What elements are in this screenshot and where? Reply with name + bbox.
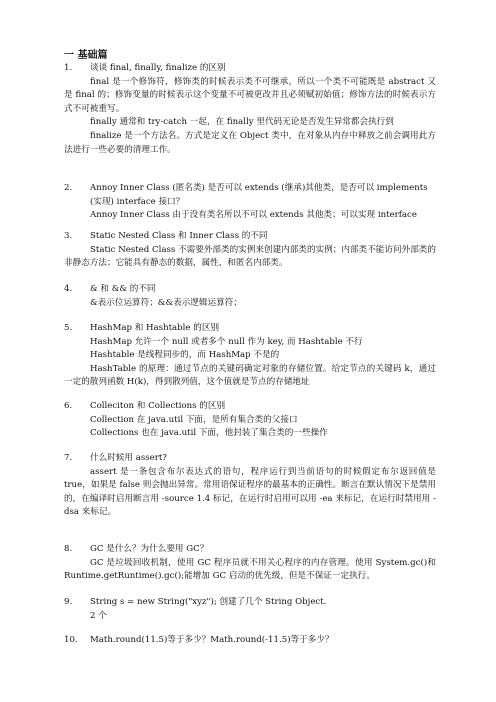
question-number: 4. [64,284,73,294]
answer-paragraph: finally 通常和 try-catch 一起，在 finally 里代码无论是否发生异常都会执行到 [90,117,394,128]
answer-paragraph: assert 是一条包含布尔表达式的语句，程序运行到当前语句的时候假定布尔返回值是 true，如果是 false 则会抛出异常。常用语保证程序的最基本的正确性。断言在默认情况下是禁用的，在编译时启用断言用 -source 1.4 标记，在运行时启用可以用 -ea 来标记，在运行时禁用用 -dsa 来标记。 [64,466,436,518]
question-text: Annoy Inner Class (匿名类) 是否可以 extends (继承)其他类，是否可以 implements (实现) interface 接口？ [90,183,428,207]
question-text: 什么时候用 assert? [90,453,167,463]
qa-item-5 [64,322,436,390]
qa-item-2 [64,182,436,223]
qa-item-1 [64,62,436,157]
answer-paragraph: HashTable 的原理：通过节点的关键码确定对象的存储位置。给定节点的关键码 k，通过一定的散列函数 H(k)，得到散列值，这个值就是节点的存储地址 [64,363,436,388]
question-row [64,283,436,297]
question-text: Math.round(11.5)等于多少？Math.round(-11.5)等于多少？ [90,635,334,645]
answer-paragraph: Annoy Inner Class 由于没有类名所以不可以 extends 其他类；可以实现 interface [90,210,417,221]
answer-paragraph: Collection 在 java.util 下面，是所有集合类的父接口 [90,414,298,425]
answer-paragraph: 2 个 [90,610,107,621]
question-number: 9. [64,597,73,607]
qa-item-8 [64,543,436,584]
question-row [64,543,436,557]
question-text: GC 是什么？为什么要用 GC？ [90,544,209,554]
question-row [64,400,436,414]
question-number: 10. [64,635,78,645]
question-text: HashMap 和 Hashtable 的区别 [90,323,220,333]
question-number: 2. [64,183,73,193]
answer-paragraph: &表示位运算符；&&表示逻辑运算符； [90,297,242,308]
answer-paragraph: final 是一个修饰符，修饰类的时候表示类不可继承，所以一个类不可能既是 abstract 又是 final 的；修饰变量的时候表示这个变量不可被更改并且必须赋初始值；修饰方法的时候表示方式不可被重写。 [64,76,436,114]
question-text: String s = new String("xyz"); 创建了几个 String Object. [90,597,327,607]
qa-item-10 [64,634,436,648]
qa-item-3 [64,230,436,271]
qa-item-4 [64,283,436,310]
question-number: 1. [64,63,73,73]
qa-item-7 [64,452,436,520]
question-text: Static Nested Class 和 Inner Class 的不同 [90,231,268,241]
question-number: 6. [64,401,73,411]
question-number: 8. [64,544,73,554]
question-row [64,452,436,466]
answer-paragraph: Collections 也在 java.util 下面，他封装了集合类的一些操作 [90,428,328,439]
answer-paragraph: Static Nested Class 不需要外部类的实例来创建内部类的实例；内部类不能访问外部类的非静态方法；它能具有静态的数据，属性，和匿名内部类。 [64,244,436,269]
qa-item-9 [64,596,436,623]
answer-paragraph: HashMap 允许一个 null 或者多个 null 作为 key, 而 Hashtable 不行 [90,336,363,347]
section-title: 一 基础篇 [64,50,108,61]
question-number: 5. [64,323,73,333]
question-row [64,634,436,648]
answer-paragraph: Hashtable 是线程同步的，而 HashMap 不是的 [90,350,280,361]
question-row [64,182,436,209]
answer-paragraph: finalize 是一个方法名。方式是定义在 Object 类中，在对象从内存中释放之前会调用此方法进行一些必要的清理工作。 [64,130,436,155]
question-row [64,62,436,76]
question-text: & 和 && 的不同 [90,284,156,294]
question-text: Colleciton 和 Collections 的区别 [90,401,226,411]
qa-item-6 [64,400,436,441]
answer-paragraph: GC 是垃圾回收机制，使用 GC 程序员就不用关心程序的内存管理。使用 System.gc()和 Runtime.getRuntime().gc();能增加 GC 启动的优先级，但是不保证一定执行。 [64,557,436,582]
question-number: 3. [64,231,73,241]
question-row [64,230,436,244]
question-number: 7. [64,453,73,463]
question-row [64,322,436,336]
question-row [64,596,436,610]
question-text: 谈谈 final, finally, finalize 的区别 [90,63,226,73]
